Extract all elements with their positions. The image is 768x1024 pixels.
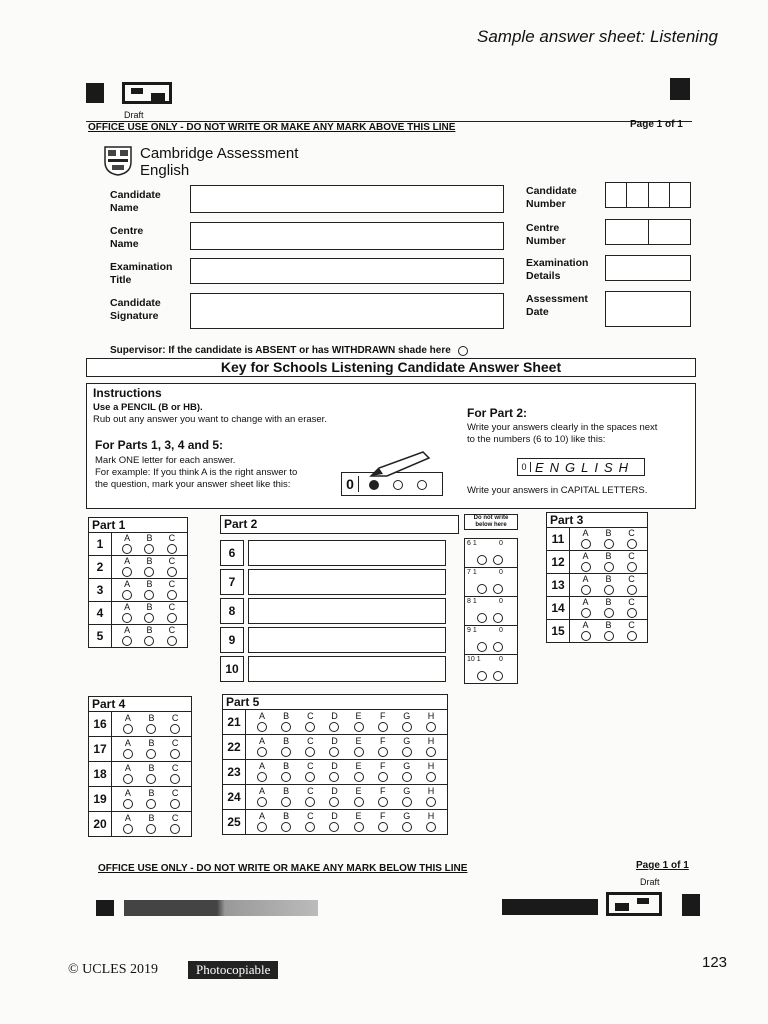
part1-row (89, 533, 188, 556)
answer-option-c[interactable]: C (305, 787, 315, 807)
part4-title: Part 4 (89, 697, 192, 712)
office-use-top: OFFICE USE ONLY - DO NOT WRITE OR MAKE ANY MARK ABOVE THIS LINE (88, 122, 456, 133)
answer-option-b[interactable]: B (144, 603, 154, 623)
answer-option-g[interactable]: G (402, 712, 412, 732)
answer-option-a[interactable]: A (257, 737, 267, 757)
part5-row (223, 785, 448, 810)
part2-answer-field[interactable] (248, 656, 446, 682)
instructions-box (86, 383, 696, 509)
answer-option-b[interactable]: B (281, 737, 291, 757)
part4-row (89, 812, 192, 837)
part2-row (220, 656, 446, 682)
question-number: 23 (223, 760, 246, 785)
cambridge-shield-icon (104, 146, 132, 176)
question-number: 8 (220, 598, 244, 624)
answer-option-c[interactable]: C (167, 534, 177, 554)
examiner-mark-box: 10 1 0 (464, 654, 518, 684)
office-use-bottom: OFFICE USE ONLY - DO NOT WRITE OR MAKE ANY MARK BELOW THIS LINE (98, 863, 468, 874)
part3-row (547, 620, 648, 643)
answer-option-f[interactable]: F (378, 787, 388, 807)
answer-option-c[interactable]: C (305, 712, 315, 732)
answer-option-a[interactable]: A (122, 557, 132, 577)
do-not-write-note: Do not write below here (464, 514, 518, 530)
question-number: 13 (547, 574, 570, 597)
answer-option-f[interactable]: F (378, 812, 388, 832)
answer-option-a[interactable]: A (257, 812, 267, 832)
answer-option-a[interactable]: A (581, 575, 591, 595)
answer-option-a[interactable]: A (123, 814, 133, 834)
part1-row (89, 579, 188, 602)
centre-number-label: Centre Number (526, 222, 566, 247)
answer-option-b[interactable]: B (604, 621, 614, 641)
supervisor-note: Supervisor: If the candidate is ABSENT or has WITHDRAWN shade here (110, 344, 468, 357)
answer-option-b[interactable]: B (146, 739, 156, 759)
part4-row (89, 787, 192, 812)
answer-option-d[interactable]: D (329, 737, 339, 757)
part4-table (88, 696, 192, 837)
answer-option-b[interactable]: B (146, 714, 156, 734)
question-number: 14 (547, 597, 570, 620)
answer-option-c[interactable]: C (170, 789, 180, 809)
question-number: 15 (547, 620, 570, 643)
examiner-mark-box: 8 1 0 (464, 596, 518, 626)
part4-row (89, 762, 192, 787)
logo-line1: Cambridge Assessment (140, 145, 299, 162)
part2-answer-field[interactable] (248, 627, 446, 653)
barcode-mark (122, 82, 172, 104)
capitals-note: Write your answers in CAPITAL LETTERS. (467, 485, 648, 496)
answer-option-c[interactable]: C (627, 621, 637, 641)
page-indicator-top: Page 1 of 1 (630, 119, 683, 130)
answer-option-a[interactable]: A (257, 787, 267, 807)
answer-option-b[interactable]: B (604, 598, 614, 618)
instructions-heading: Instructions (93, 386, 162, 400)
logo-line2: English (140, 162, 190, 179)
candidate-number-field[interactable] (605, 182, 691, 208)
candidate-name-label: Candidate Name (110, 189, 161, 214)
answer-option-c[interactable]: C (170, 764, 180, 784)
answer-option-c[interactable]: C (167, 557, 177, 577)
examiner-mark-box: 7 1 0 (464, 567, 518, 597)
question-number: 22 (223, 735, 246, 760)
part5-title: Part 5 (223, 695, 448, 710)
question-number: 2 (89, 556, 112, 579)
part2-answer-field[interactable] (248, 569, 446, 595)
answer-option-c[interactable]: C (627, 552, 637, 572)
answer-option-d[interactable]: D (329, 812, 339, 832)
parts135-title: For Parts 1, 3, 4 and 5: (95, 438, 224, 452)
question-number: 19 (89, 787, 112, 812)
answer-option-b[interactable]: B (604, 529, 614, 549)
part2-line2: to the numbers (6 to 10) like this: (467, 434, 606, 445)
answer-option-c[interactable]: C (167, 626, 177, 646)
answer-option-b[interactable]: B (281, 812, 291, 832)
example-word-box: 0 ENGLISH (517, 458, 645, 476)
answer-option-a[interactable]: A (123, 739, 133, 759)
answer-option-c[interactable]: C (170, 739, 180, 759)
question-number: 1 (89, 533, 112, 556)
answer-option-c[interactable]: C (170, 814, 180, 834)
question-number: 20 (89, 812, 112, 837)
signature-label: Candidate Signature (110, 297, 161, 322)
answer-option-a[interactable]: A (581, 552, 591, 572)
parts135-line3: the question, mark your answer sheet like this: (95, 479, 291, 490)
answer-option-c[interactable]: C (167, 580, 177, 600)
examiner-mark-box: 9 1 0 (464, 625, 518, 655)
answer-option-b[interactable]: B (604, 552, 614, 572)
copyright: © UCLES 2019 (68, 962, 158, 977)
answer-option-b[interactable]: B (281, 787, 291, 807)
question-number: 9 (220, 627, 244, 653)
part1-row (89, 602, 188, 625)
answer-option-d[interactable]: D (329, 712, 339, 732)
answer-option-e[interactable]: E (354, 812, 364, 832)
answer-option-c[interactable]: C (305, 737, 315, 757)
answer-option-a[interactable]: A (581, 621, 591, 641)
question-number: 18 (89, 762, 112, 787)
parts135-line1: Mark ONE letter for each answer. (95, 455, 236, 466)
pencil-icon (367, 450, 437, 485)
centre-number-field[interactable] (605, 219, 691, 245)
exam-details-label: Examination Details (526, 257, 589, 282)
exam-title-label: Examination Title (110, 261, 173, 286)
part5-row (223, 735, 448, 760)
question-number: 25 (223, 810, 246, 835)
answer-option-b[interactable]: B (146, 814, 156, 834)
answer-option-c[interactable]: C (627, 575, 637, 595)
exam-title-field[interactable] (190, 258, 504, 284)
assessment-date-label: Assessment Date (526, 293, 588, 318)
question-number: 17 (89, 737, 112, 762)
sheet-title: Key for Schools Listening Candidate Answer Sheet (86, 358, 696, 377)
part3-title: Part 3 (547, 513, 648, 528)
part2-row (220, 627, 446, 653)
answer-option-a[interactable]: A (257, 712, 267, 732)
question-number: 12 (547, 551, 570, 574)
part2-answer-field[interactable] (248, 540, 446, 566)
question-number: 16 (89, 712, 112, 737)
part4-row (89, 712, 192, 737)
answer-option-e[interactable]: E (354, 737, 364, 757)
part1-row (89, 625, 188, 648)
registration-mark-bottom-right (682, 894, 700, 916)
answer-option-c[interactable]: C (167, 603, 177, 623)
question-number: 3 (89, 579, 112, 602)
answer-option-h[interactable]: H (426, 737, 436, 757)
draft-label-bottom: Draft (640, 877, 660, 887)
eraser-note: Rub out any answer you want to change with an eraser. (93, 414, 327, 425)
answer-option-h[interactable]: H (426, 762, 436, 782)
answer-option-a[interactable]: A (581, 598, 591, 618)
answer-option-e[interactable]: E (354, 787, 364, 807)
question-number: 10 (220, 656, 244, 682)
part3-row (547, 528, 648, 551)
answer-option-a[interactable]: A (123, 789, 133, 809)
part2-line1: Write your answers clearly in the spaces next (467, 422, 658, 433)
part2-row (220, 569, 446, 595)
answer-option-h[interactable]: H (426, 812, 436, 832)
answer-option-g[interactable]: G (402, 812, 412, 832)
part2-title: Part 2 (220, 515, 459, 534)
answer-option-c[interactable]: C (627, 598, 637, 618)
answer-option-a[interactable]: A (122, 534, 132, 554)
answer-option-b[interactable]: B (144, 534, 154, 554)
part5-row (223, 810, 448, 835)
answer-option-c[interactable]: C (170, 714, 180, 734)
answer-option-d[interactable]: D (329, 787, 339, 807)
examiner-mark-box: 6 1 0 (464, 538, 518, 568)
part3-row (547, 597, 648, 620)
part2-row (220, 598, 446, 624)
answer-option-a[interactable]: A (122, 603, 132, 623)
question-number: 21 (223, 710, 246, 735)
answer-option-a[interactable]: A (122, 626, 132, 646)
draft-label: Draft (124, 110, 144, 120)
part2-answer-field[interactable] (248, 598, 446, 624)
question-number: 6 (220, 540, 244, 566)
answer-option-b[interactable]: B (604, 575, 614, 595)
timing-strip-right (502, 899, 598, 915)
part3-row (547, 551, 648, 574)
part4-row (89, 737, 192, 762)
part3-row (547, 574, 648, 597)
candidate-number-label: Candidate Number (526, 185, 577, 210)
part1-table (88, 517, 188, 648)
assessment-date-field[interactable] (605, 291, 691, 327)
answer-option-c[interactable]: C (305, 812, 315, 832)
answer-option-c[interactable]: C (627, 529, 637, 549)
barcode-mark-bottom (606, 892, 662, 916)
part2-row (220, 540, 446, 566)
registration-mark-right (670, 78, 690, 100)
answer-option-b[interactable]: B (281, 762, 291, 782)
centre-name-label: Centre Name (110, 225, 144, 250)
exam-details-field[interactable] (605, 255, 691, 281)
question-number: 5 (89, 625, 112, 648)
answer-option-b[interactable]: B (146, 789, 156, 809)
answer-option-a[interactable]: A (123, 764, 133, 784)
pencil-note: Use a PENCIL (B or HB). (93, 402, 203, 413)
answer-option-b[interactable]: B (146, 764, 156, 784)
part3-table (546, 512, 648, 643)
registration-mark-left (86, 83, 104, 103)
answer-option-b[interactable]: B (144, 580, 154, 600)
registration-mark-bottom-left (96, 900, 114, 916)
question-number: 24 (223, 785, 246, 810)
answer-option-e[interactable]: E (354, 712, 364, 732)
page-indicator-bottom: Page 1 of 1 (636, 860, 689, 871)
part2-title: For Part 2: (467, 406, 528, 420)
answer-option-g[interactable]: G (402, 787, 412, 807)
answer-option-g[interactable]: G (402, 762, 412, 782)
candidate-name-field[interactable] (190, 185, 504, 213)
part1-row (89, 556, 188, 579)
centre-name-field[interactable] (190, 222, 504, 250)
answer-option-h[interactable]: H (426, 787, 436, 807)
page-header-title: Sample answer sheet: Listening (477, 27, 718, 46)
answer-option-g[interactable]: G (402, 737, 412, 757)
answer-option-a[interactable]: A (123, 714, 133, 734)
absent-bubble[interactable] (458, 346, 468, 356)
answer-option-b[interactable]: B (144, 626, 154, 646)
answer-option-e[interactable]: E (354, 762, 364, 782)
answer-option-b[interactable]: B (281, 712, 291, 732)
answer-option-a[interactable]: A (122, 580, 132, 600)
answer-option-d[interactable]: D (329, 762, 339, 782)
answer-option-h[interactable]: H (426, 712, 436, 732)
part1-rows (89, 533, 188, 648)
question-number: 11 (547, 528, 570, 551)
answer-option-f[interactable]: F (378, 762, 388, 782)
photocopiable-badge: Photocopiable (188, 961, 278, 979)
signature-field[interactable] (190, 293, 504, 329)
part5-table (222, 694, 448, 835)
part1-title: Part 1 (89, 518, 188, 533)
page-number: 123 (702, 954, 728, 971)
answer-option-a[interactable]: A (257, 762, 267, 782)
part5-row (223, 710, 448, 735)
answer-option-f[interactable]: F (378, 737, 388, 757)
parts135-line2: For example: If you think A is the right answer to (95, 467, 298, 478)
answer-option-b[interactable]: B (144, 557, 154, 577)
part5-row (223, 760, 448, 785)
example-number: 0 (342, 476, 359, 492)
answer-option-a[interactable]: A (581, 529, 591, 549)
answer-option-c[interactable]: C (305, 762, 315, 782)
timing-strip (124, 900, 318, 916)
question-number: 4 (89, 602, 112, 625)
answer-option-f[interactable]: F (378, 712, 388, 732)
question-number: 7 (220, 569, 244, 595)
